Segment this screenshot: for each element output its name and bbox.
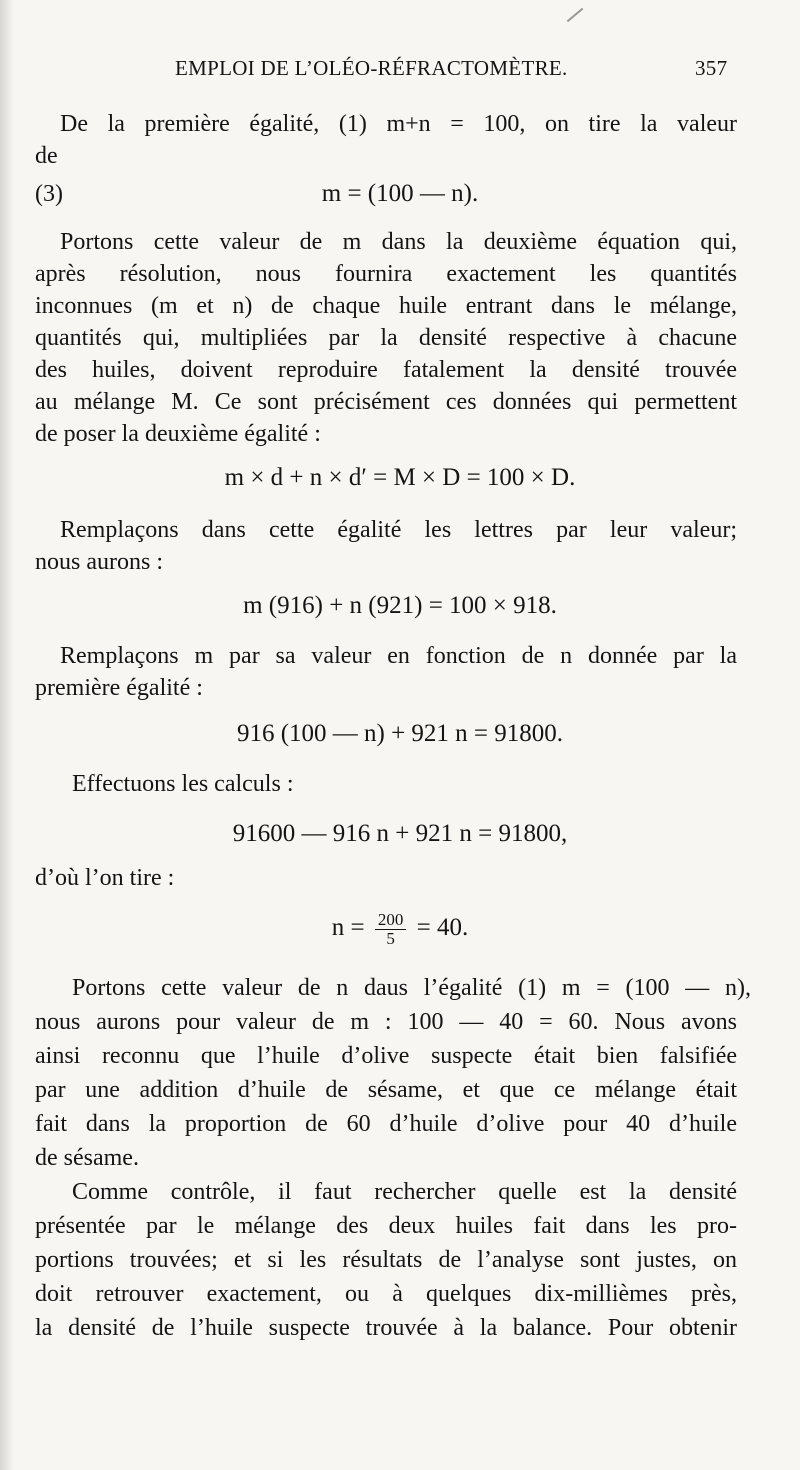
text-line: ainsi reconnu que l’huile d’olive suspecte était bien falsifiée	[35, 1043, 737, 1069]
equation: m × d + n × d′ = M × D = 100 × D.	[224, 464, 576, 491]
text-line: fait dans la proportion de 60 d’huile d’olive pour 40 d’huile	[35, 1111, 737, 1137]
text-line: inconnues (m et n) de chaque huile entrant dans le mélange,	[35, 293, 737, 319]
text-line: la densité de l’huile suspecte trouvée à la balance. Pour obtenir	[35, 1315, 737, 1341]
equation-number: (3)	[35, 181, 63, 207]
text-line: De la première égalité, (1) m+n = 100, on tire la valeur	[60, 111, 737, 137]
fraction-rhs: = 40.	[416, 914, 469, 941]
text-line: Remplaçons dans cette égalité les lettres par leur valeur;	[60, 517, 737, 543]
equation: m = (100 — n).	[321, 180, 479, 207]
equation: m (916) + n (921) = 100 × 918.	[243, 592, 557, 619]
text-line: Portons cette valeur de m dans la deuxième équation qui,	[60, 229, 737, 255]
text-line: première égalité :	[35, 675, 203, 701]
text-line: quantités qui, multipliées par la densité respective à chacune	[35, 325, 737, 351]
page-number: 357	[695, 56, 728, 80]
scan-mark	[567, 8, 584, 22]
text-line: par une addition d’huile de sésame, et que ce mélange était	[35, 1077, 737, 1103]
text-line: de sésame.	[35, 1145, 139, 1171]
text-line: doit retrouver exactement, ou à quelques dix-millièmes près,	[35, 1281, 737, 1307]
text-line: des huiles, doivent reproduire fatalement la densité trouvée	[35, 357, 737, 383]
equation: 916 (100 — n) + 921 n = 91800.	[236, 720, 564, 747]
text-line: portions trouvées; et si les résultats de l’analyse sont justes, on	[35, 1247, 737, 1273]
text-line: Comme contrôle, il faut rechercher quelle est la densité	[72, 1179, 737, 1205]
scan-edge-shadow	[0, 0, 14, 1470]
text-line: Effectuons les calculs :	[72, 771, 294, 797]
fraction-lhs: n =	[331, 914, 365, 941]
text-line: au mélange M. Ce sont précisément ces données qui permettent	[35, 389, 737, 415]
text-line: Portons cette valeur de n daus l’égalité (1) m = (100 — n),	[72, 975, 751, 1001]
text-line: présentée par le mélange des deux huiles fait dans les pro-	[35, 1213, 737, 1239]
text-line: nous aurons :	[35, 549, 163, 575]
text-line: de	[35, 143, 58, 169]
text-line: nous aurons pour valeur de m : 100 — 40 = 60. Nous avons	[35, 1009, 737, 1035]
text-line: Remplaçons m par sa valeur en fonction de n donnée par la	[60, 643, 737, 669]
text-line: de poser la deuxième égalité :	[35, 421, 321, 447]
fraction	[375, 911, 407, 948]
text-line: après résolution, nous fournira exactement les quantités	[35, 261, 737, 287]
fraction-denominator: 5	[386, 928, 395, 948]
fraction-equation	[35, 908, 765, 948]
equation: 91600 — 916 n + 921 n = 91800,	[232, 820, 568, 847]
running-title: EMPLOI DE L’OLÉO-RÉFRACTOMÈTRE.	[175, 56, 568, 80]
text-line: d’où l’on tire :	[35, 865, 175, 891]
fraction-numerator: 200	[375, 911, 407, 930]
